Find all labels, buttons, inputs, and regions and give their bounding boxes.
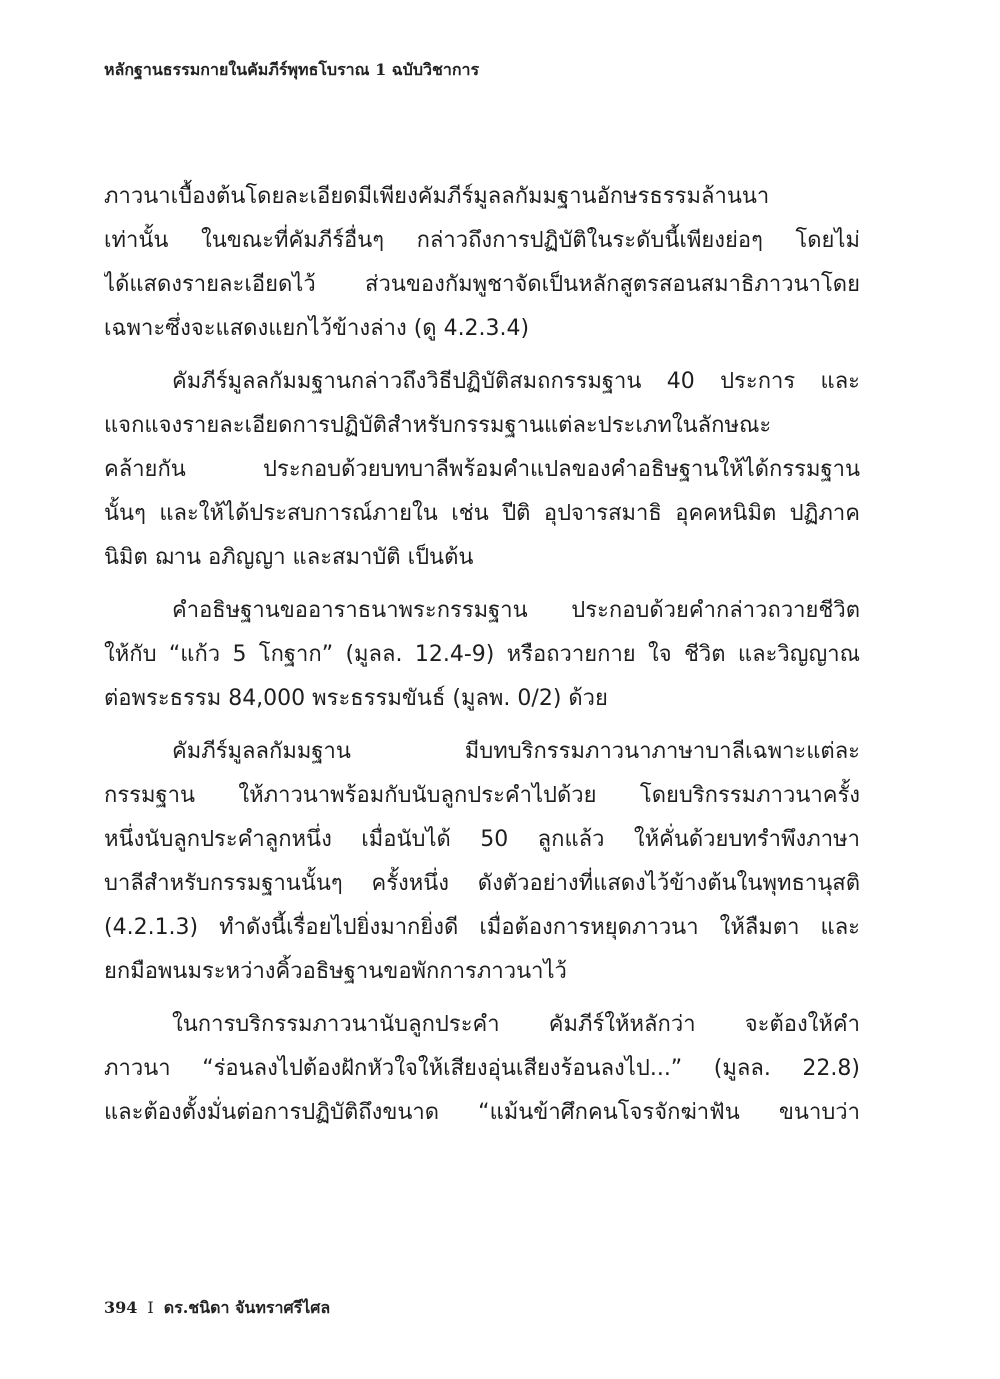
- text-line: ได้แสดงรายละเอียดไว้ ส่วนของกัมพูชาจัดเป็นหลักสูตรสอนสมาธิภาวนาโดย: [104, 272, 860, 297]
- text-line: ให้กับ “แก้ว 5 โกฐาก” (มูลล. 12.4-9) หรือถวายกาย ใจ ชีวิต และวิญญาณ: [104, 642, 860, 667]
- text-line: บาลีสำหรับกรรมฐานนั้นๆ ครั้งหนึ่ง ดังตัวอย่างที่แสดงไว้ข้างต้นในพุทธานุสติ: [104, 871, 860, 896]
- text-line: คัมภีร์มูลลกัมมฐาน มีบทบริกรรมภาวนาภาษาบาลีเฉพาะแต่ละ: [172, 739, 860, 764]
- author-name: ดร.ชนิดา จันทราศรีไศล: [163, 1298, 331, 1317]
- page-footer: [104, 1296, 330, 1321]
- text-line: ภาวนา “ร่อนลงไปต้องฝักหัวใจให้เสียงอุ่นเสียงร้อนลงไป...” (มูลล. 22.8): [104, 1056, 860, 1081]
- text-line: นั้นๆ และให้ได้ประสบการณ์ภายใน เช่น ปีติ อุปจารสมาธิ อุคคหนิมิต ปฏิภาค: [104, 501, 860, 526]
- paragraph-5: [104, 1003, 860, 1135]
- text-line: เฉพาะซึ่งจะแสดงแยกไว้ข้างล่าง (ดู 4.2.3.4): [104, 316, 530, 341]
- paragraph-1: [104, 175, 860, 351]
- text-line: (4.2.1.3) ทำดังนี้เรื่อยไปยิ่งมากยิ่งดี เมื่อต้องการหยุดภาวนา ให้ลืมตา และ: [104, 915, 860, 940]
- text-line: ในการบริกรรมภาวนานับลูกประคำ คัมภีร์ให้หลักว่า จะต้องให้คำ: [172, 1012, 860, 1037]
- running-header: หลักฐานธรรมกายในคัมภีร์พุทธโบราณ 1 ฉบับวิชาการ: [104, 60, 480, 79]
- text-line: คัมภีร์มูลลกัมมฐานกล่าวถึงวิธีปฏิบัติสมถกรรมฐาน 40 ประการ และ: [172, 369, 860, 394]
- text-line: หนึ่งนับลูกประคำลูกหนึ่ง เมื่อนับได้ 50 ลูกแล้ว ให้คั่นด้วยบทรำพึงภาษา: [104, 827, 860, 852]
- page-number: 394: [104, 1298, 138, 1317]
- text-line: และต้องตั้งมั่นต่อการปฏิบัติถึงขนาด “แม้นข้าศึกคนโจรจักฆ่าฟัน ขนาบว่า: [104, 1100, 860, 1125]
- text-line: นิมิต ฌาน อภิญญา และสมาบัติ เป็นต้น: [104, 545, 474, 570]
- text-line: แจกแจงรายละเอียดการปฏิบัติสำหรับกรรมฐานแต่ละประเภทในลักษณะ: [104, 413, 772, 438]
- text-line: ภาวนาเบื้องต้นโดยละเอียดมีเพียงคัมภีร์มูลลกัมมฐานอักษรธรรมล้านนา: [104, 184, 770, 209]
- text-line: คำอธิษฐานขออาราธนาพระกรรมฐาน ประกอบด้วยคำกล่าวถวายชีวิต: [172, 598, 860, 623]
- text-line: ยกมือพนมระหว่างคิ้วอธิษฐานขอพักการภาวนาไว้: [104, 959, 567, 984]
- paragraph-3: [104, 589, 860, 721]
- paragraph-2: [104, 360, 860, 580]
- text-line: กรรมฐาน ให้ภาวนาพร้อมกับนับลูกประคำไปด้วย โดยบริกรรมภาวนาครั้ง: [104, 783, 860, 808]
- text-line: ต่อพระธรรม 84,000 พระธรรมขันธ์ (มูลพ. 0/2) ด้วย: [104, 686, 608, 711]
- footer-separator: I: [147, 1298, 154, 1317]
- text-line: คล้ายกัน ประกอบด้วยบทบาลีพร้อมคำแปลของคำอธิษฐานให้ได้กรรมฐาน: [104, 457, 860, 482]
- text-line: เท่านั้น ในขณะที่คัมภีร์อื่นๆ กล่าวถึงการปฏิบัติในระดับนี้เพียงย่อๆ โดยไม่: [104, 228, 860, 253]
- paragraph-4: [104, 730, 860, 994]
- body-text: [104, 175, 860, 1135]
